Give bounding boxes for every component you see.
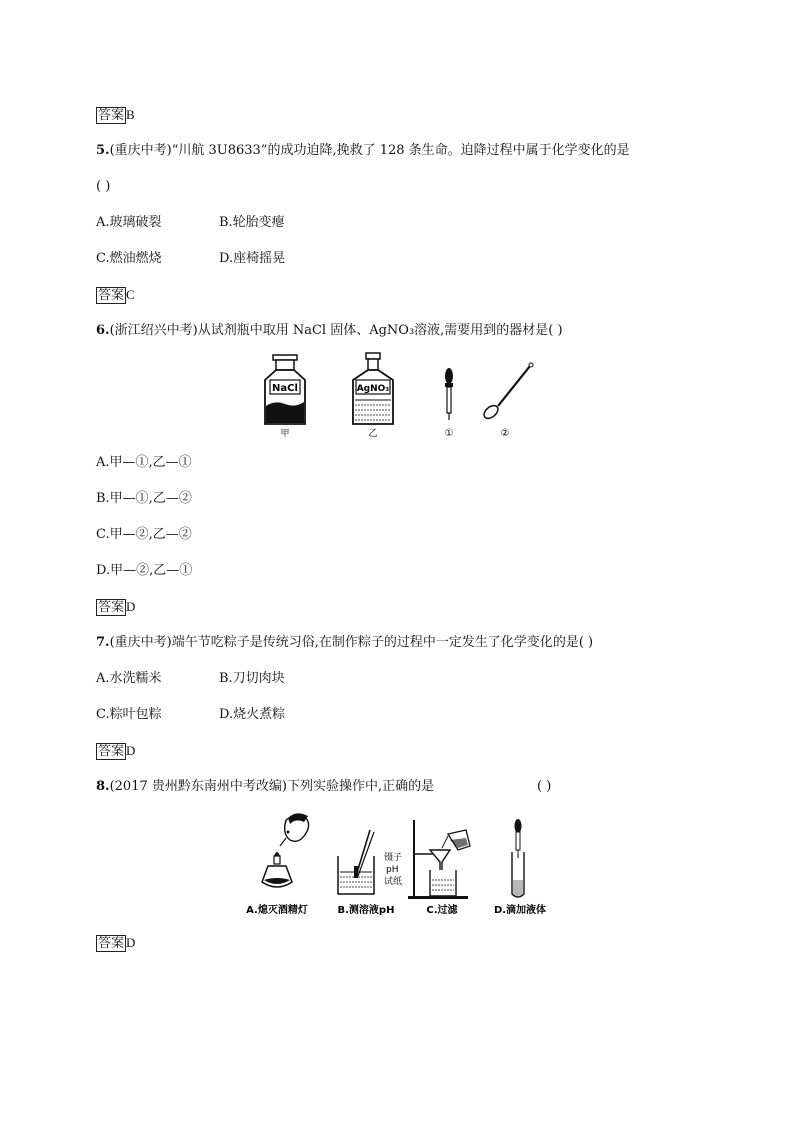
option-b: B.甲—①,乙—② bbox=[96, 491, 192, 506]
answer-label: 答案 bbox=[98, 936, 125, 951]
label-tweezers: 镊子 bbox=[384, 853, 403, 863]
question-number: 8. bbox=[96, 779, 110, 794]
answer-label: 答案 bbox=[98, 108, 125, 123]
answer-line-q7 bbox=[96, 742, 135, 761]
question-text: (重庆中考)端午节吃粽子是传统习俗,在制作粽子的过程中一定发生了化学变化的是( ) bbox=[109, 635, 594, 650]
reagent-bottle-agno3 bbox=[353, 353, 393, 439]
bottle-label-agno3: AgNO₃ bbox=[356, 384, 390, 394]
tool-caption-1: ① bbox=[444, 428, 454, 439]
question-number: 5. bbox=[96, 143, 110, 158]
option-d: D.烧火煮粽 bbox=[219, 707, 286, 722]
spoon-icon bbox=[482, 363, 533, 439]
option-a: A.水洗糯米 bbox=[96, 671, 162, 686]
answer-value: B bbox=[126, 107, 135, 122]
add-liquid-figure bbox=[494, 819, 546, 916]
caption-b: B.测溶液pH bbox=[337, 905, 395, 916]
question-number: 7. bbox=[96, 635, 110, 650]
answer-label: 答案 bbox=[98, 744, 125, 759]
answer-value: D bbox=[126, 599, 136, 614]
question-text: (重庆中考)“川航 3U8633”的成功迫降,挽救了 128 条生命。迫降过程中属于化学变化的是 bbox=[109, 143, 630, 158]
option-d: D.甲—②,乙—① bbox=[96, 563, 193, 578]
question-text: (浙江绍兴中考)从试剂瓶中取用 NaCl 固体、AgNO₃溶液,需要用到的器材是( ) bbox=[109, 323, 563, 338]
bottle-caption-yi: 乙 bbox=[368, 429, 378, 439]
answer-label: 答案 bbox=[98, 288, 125, 303]
question-5-stem bbox=[96, 142, 630, 160]
dropper-icon bbox=[445, 368, 454, 439]
option-c: C.粽叶包粽 bbox=[96, 707, 162, 722]
answer-line-q5 bbox=[96, 286, 135, 305]
caption-a: A.熄灭酒精灯 bbox=[246, 905, 308, 916]
caption-d: D.滴加液体 bbox=[493, 905, 547, 916]
answer-value: C bbox=[126, 287, 135, 302]
ph-test-figure bbox=[338, 830, 402, 916]
option-a: A.玻璃破裂 bbox=[96, 215, 162, 230]
answer-label: 答案 bbox=[98, 600, 125, 615]
answer-line-q6 bbox=[96, 598, 135, 617]
answer-value: D bbox=[126, 743, 136, 758]
answer-value: D bbox=[126, 935, 136, 950]
label-ph: pH bbox=[386, 865, 399, 875]
answer-line-q4 bbox=[96, 106, 135, 125]
question-8-bracket: ( ) bbox=[537, 779, 552, 794]
question-text: (2017 贵州黔东南州中考改编)下列实验操作中,正确的是 bbox=[109, 779, 435, 794]
option-d: D.座椅摇晃 bbox=[219, 251, 286, 266]
question-8-stem bbox=[96, 778, 434, 796]
option-c: C.燃油燃烧 bbox=[96, 251, 162, 266]
option-b: B.轮胎变瘪 bbox=[219, 215, 285, 230]
option-b: B.刀切肉块 bbox=[219, 671, 285, 686]
label-paper: 试纸 bbox=[384, 877, 403, 887]
question-6-stem bbox=[96, 322, 563, 340]
bottle-caption-jia: 甲 bbox=[280, 429, 290, 439]
q6-figure bbox=[255, 350, 545, 442]
tool-caption-2: ② bbox=[500, 428, 510, 439]
bottle-label-nacl: NaCl bbox=[272, 383, 298, 394]
question-5-bracket: ( ) bbox=[96, 179, 111, 194]
answer-line-q8 bbox=[96, 934, 135, 953]
option-a: A.甲—①,乙—① bbox=[96, 455, 192, 470]
alcohol-lamp-figure bbox=[246, 813, 308, 916]
question-7-stem bbox=[96, 634, 593, 652]
option-c: C.甲—②,乙—② bbox=[96, 527, 192, 542]
filtration-figure bbox=[408, 820, 470, 916]
q8-figure bbox=[244, 810, 554, 922]
reagent-bottle-nacl bbox=[265, 355, 305, 439]
caption-c: C.过滤 bbox=[426, 905, 458, 916]
question-number: 6. bbox=[96, 323, 110, 338]
